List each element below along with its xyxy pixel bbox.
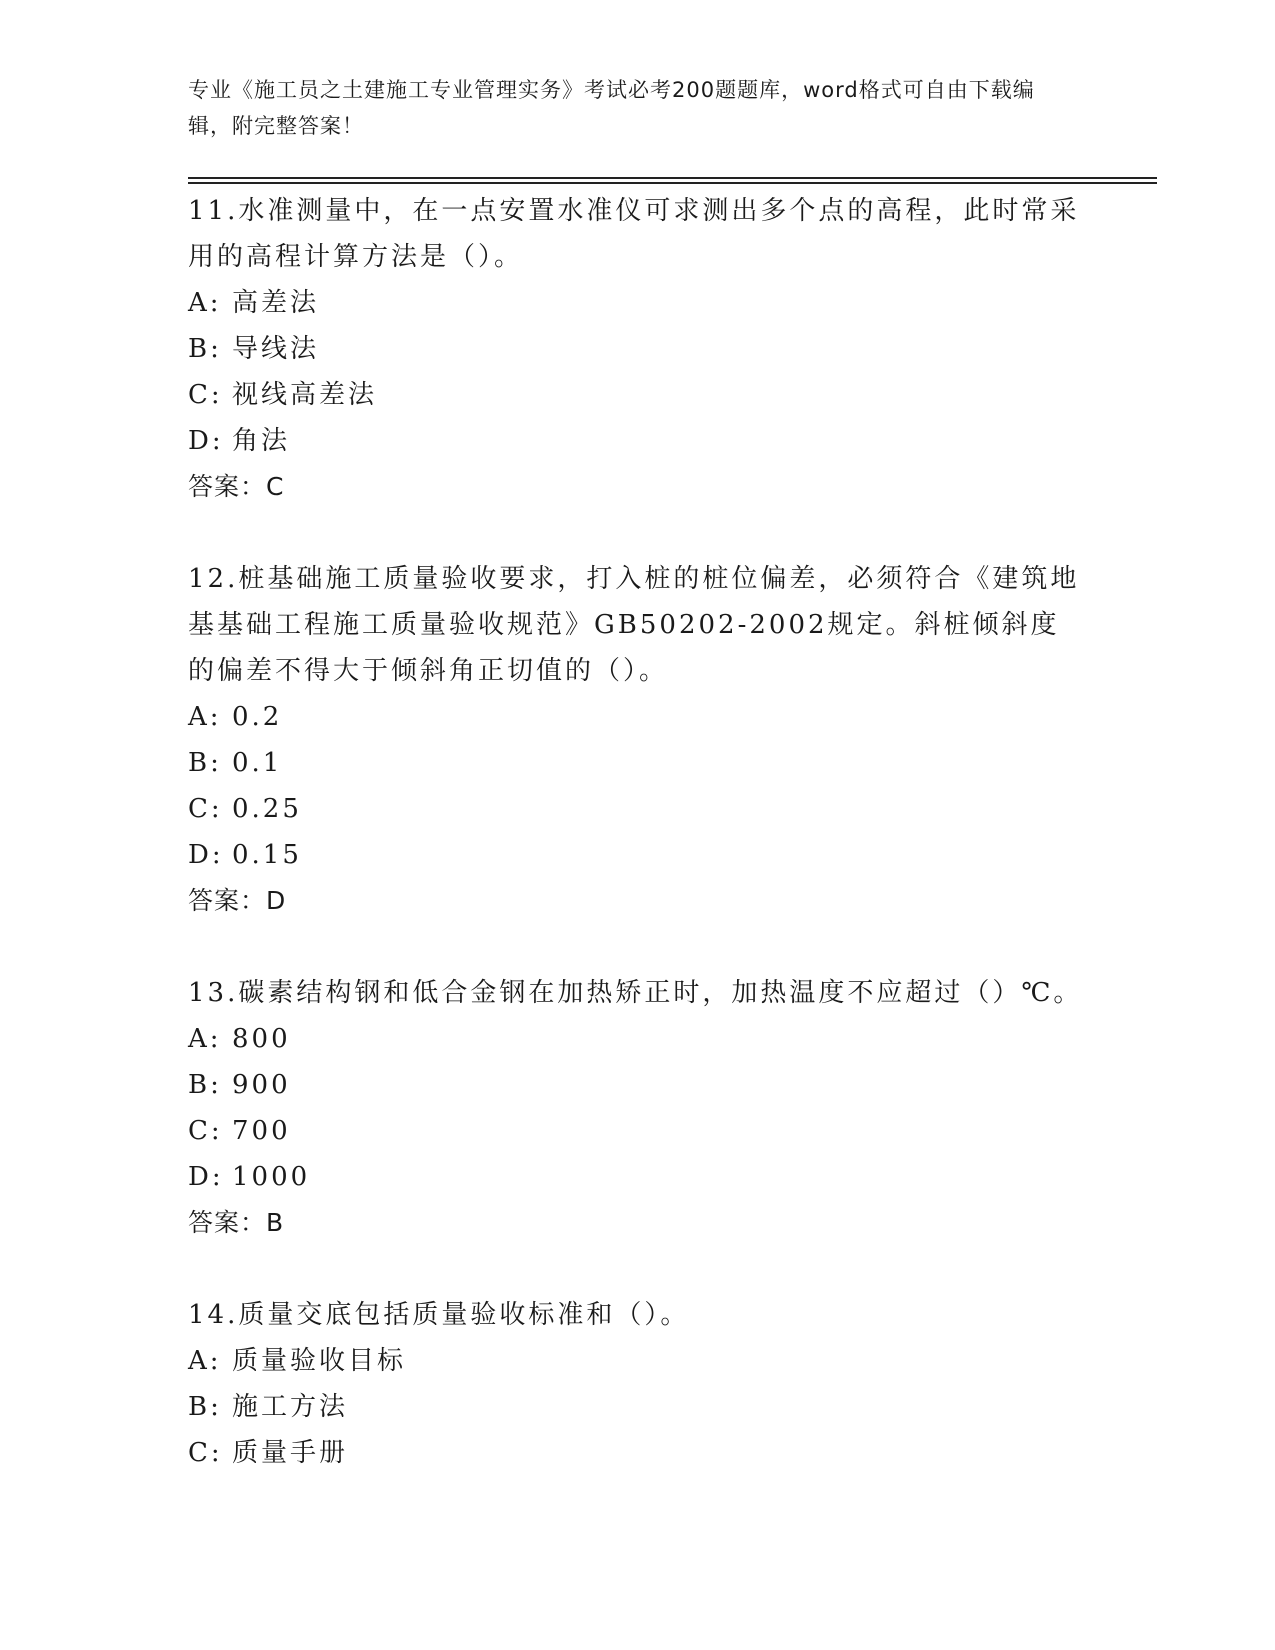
option-text: 0.2 <box>232 702 283 732</box>
option-label: A: <box>188 1024 222 1054</box>
option-text: 700 <box>232 1116 291 1146</box>
answer-line: 答案：B <box>188 1208 285 1237</box>
option-d <box>188 418 1088 464</box>
question-text: 12.桩基础施工质量验收要求，打入桩的桩位偏差，必须符合《建筑地基基础工程施工质量验收规范》GB50202-2002规定。斜桩倾斜度的偏差不得大于倾斜角正切值的（）。 <box>188 564 1080 686</box>
header-divider-bottom <box>188 182 1157 184</box>
option-text: 0.25 <box>232 794 302 824</box>
option-label: C: <box>188 1116 223 1146</box>
option-d <box>188 1154 1088 1200</box>
option-text: 角法 <box>232 426 291 456</box>
option-b <box>188 326 1088 372</box>
option-d <box>188 832 1088 878</box>
option-text: 900 <box>232 1070 291 1100</box>
option-text: 0.15 <box>232 840 302 870</box>
question-list <box>188 188 1088 1522</box>
option-text: 高差法 <box>232 288 320 318</box>
option-c <box>188 786 1088 832</box>
option-label: B: <box>188 1070 222 1100</box>
option-c <box>188 372 1088 418</box>
option-c <box>188 1108 1088 1154</box>
option-text: 800 <box>232 1024 291 1054</box>
question-13 <box>188 970 1088 1246</box>
answer-line: 答案：C <box>188 472 285 501</box>
option-b <box>188 1062 1088 1108</box>
option-label: B: <box>188 748 222 778</box>
option-label: D: <box>188 1162 224 1192</box>
option-b <box>188 1384 1088 1430</box>
option-text: 视线高差法 <box>232 380 378 410</box>
question-12 <box>188 556 1088 924</box>
option-label: D: <box>188 426 224 456</box>
option-text: 1000 <box>232 1162 311 1192</box>
option-a <box>188 1016 1088 1062</box>
option-label: C: <box>188 794 223 824</box>
option-label: A: <box>188 702 222 732</box>
option-c <box>188 1430 1088 1476</box>
option-label: C: <box>188 380 223 410</box>
question-11 <box>188 188 1088 510</box>
option-a <box>188 280 1088 326</box>
header-divider-top <box>188 177 1157 179</box>
option-label: B: <box>188 334 222 364</box>
question-text: 14.质量交底包括质量验收标准和（）。 <box>188 1300 690 1330</box>
option-text: 施工方法 <box>232 1392 349 1422</box>
option-b <box>188 740 1088 786</box>
option-a <box>188 1338 1088 1384</box>
option-text: 0.1 <box>232 748 283 778</box>
question-14 <box>188 1292 1088 1476</box>
question-text: 11.水准测量中，在一点安置水准仪可求测出多个点的高程，此时常采用的高程计算方法是（）。 <box>188 196 1080 272</box>
option-text: 质量验收目标 <box>232 1346 407 1376</box>
option-label: D: <box>188 840 224 870</box>
option-label: A: <box>188 1346 222 1376</box>
option-label: B: <box>188 1392 222 1422</box>
option-label: A: <box>188 288 222 318</box>
answer-line: 答案：D <box>188 886 287 915</box>
option-a <box>188 694 1088 740</box>
document-header: 专业《施工员之土建施工专业管理实务》考试必考200题题库，word格式可自由下载编辑，附完整答案！ <box>188 78 1035 138</box>
question-text: 13.碳素结构钢和低合金钢在加热矫正时，加热温度不应超过（）℃。 <box>188 978 1083 1008</box>
option-text: 导线法 <box>232 334 320 364</box>
option-label: C: <box>188 1438 223 1468</box>
option-text: 质量手册 <box>232 1438 349 1468</box>
